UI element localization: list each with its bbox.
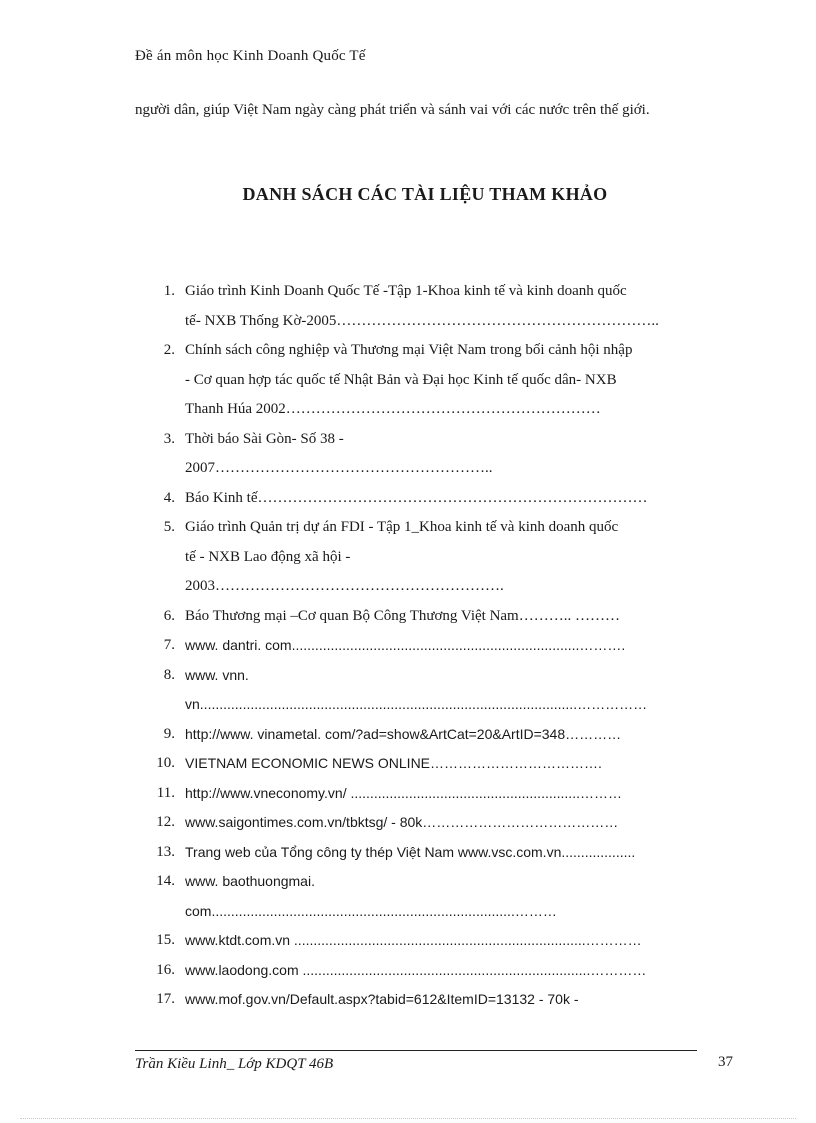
- reference-item: [135, 867, 725, 926]
- reference-item: [135, 277, 725, 336]
- reference-number: 13.: [156, 843, 175, 860]
- reference-item: [135, 484, 725, 514]
- reference-number: 5.: [163, 519, 175, 535]
- reference-line: Thanh Húa 2002………………………………………………………: [185, 401, 601, 417]
- reference-item: [135, 631, 725, 661]
- reference-item: [135, 956, 725, 986]
- reference-item: [135, 926, 725, 956]
- reference-line: VIETNAM ECONOMIC NEWS ONLINE……………………………….: [185, 755, 602, 771]
- reference-line: Giáo trình Kinh Doanh Quốc Tế -Tập 1-Khoa kinh tế và kinh doanh quốc: [185, 283, 627, 299]
- reference-list: [135, 277, 725, 1015]
- reference-line: - Cơ quan hợp tác quốc tế Nhật Bản và Đại học Kinh tế quốc dân- NXB: [185, 371, 617, 388]
- page-header: Đề án môn học Kinh Doanh Quốc Tế: [135, 48, 366, 64]
- reference-line: http://www. vinametal. com/?ad=show&ArtCat=20&ArtID=348…………: [185, 725, 622, 742]
- reference-line: com..............................................................................………: [185, 902, 557, 919]
- reference-line: tế - NXB Lao động xã hội -: [185, 548, 351, 565]
- reference-number: 14.: [156, 873, 175, 889]
- reference-line: www. dantri. com..........................................................................……….: [185, 637, 626, 653]
- reference-item: [135, 985, 725, 1015]
- reference-item: [135, 513, 725, 602]
- page-bottom-border: [20, 1118, 796, 1119]
- reference-item: [135, 720, 725, 750]
- reference-line: Báo Thương mại –Cơ quan Bộ Công Thương Việt Nam……….. ………: [185, 607, 620, 624]
- reference-line: tế- NXB Thống Kờ-2005………………………………………………………..: [185, 312, 659, 329]
- reference-line: www.laodong.com ..........................................................................…………: [185, 961, 647, 978]
- reference-line: Thời báo Sài Gòn- Số 38 -: [185, 430, 344, 447]
- reference-item: [135, 425, 725, 484]
- reference-line: Trang web của Tổng công ty thép Việt Nam www.vsc.com.vn...................: [185, 843, 636, 860]
- reference-line: Báo Kinh tế……………………………………………………………………: [185, 489, 648, 506]
- reference-number: 6.: [163, 607, 175, 624]
- reference-line: Chính sách công nghiệp và Thương mại Việt Nam trong bối cảnh hội nhập: [185, 342, 633, 358]
- reference-line: www. baothuongmai.: [185, 873, 315, 889]
- reference-line: www.ktdt.com.vn ...........................................................................…………: [185, 932, 642, 948]
- section-title: DANH SÁCH CÁC TÀI LIỆU THAM KHẢO: [242, 184, 608, 204]
- reference-number: 7.: [163, 637, 175, 653]
- reference-item: [135, 808, 725, 838]
- page-number: 37: [718, 1054, 733, 1070]
- reference-number: 1.: [163, 283, 175, 299]
- reference-line: 2007………………………………………………..: [185, 460, 493, 476]
- reference-number: 12.: [156, 814, 175, 830]
- reference-item: [135, 779, 725, 809]
- reference-item: [135, 661, 725, 720]
- reference-number: 15.: [156, 932, 175, 948]
- reference-line: 2003………………………………………………….: [185, 578, 504, 594]
- reference-line: www.saigontimes.com.vn/tbktsg/ - 80k……………………………………: [185, 814, 619, 830]
- reference-item: [135, 838, 725, 868]
- reference-number: 2.: [163, 342, 175, 358]
- reference-item: [135, 336, 725, 425]
- reference-number: 10.: [156, 755, 175, 771]
- reference-item: [135, 602, 725, 632]
- reference-line: www.mof.gov.vn/Default.aspx?tabid=612&ItemID=13132 - 70k -: [185, 991, 579, 1007]
- reference-number: 8.: [163, 666, 175, 683]
- reference-number: 3.: [163, 430, 175, 447]
- reference-number: 9.: [163, 725, 175, 742]
- reference-line: vn.................................................................................................……………: [185, 696, 648, 712]
- reference-line: www. vnn.: [185, 666, 249, 683]
- footer-divider: [135, 1050, 697, 1051]
- reference-number: 16.: [156, 961, 175, 978]
- reference-line: http://www.vneconomy.vn/ ...........................................................………: [185, 784, 622, 801]
- footer-author: Trần Kiều Linh_ Lớp KDQT 46B: [135, 1056, 334, 1072]
- reference-item: [135, 749, 725, 779]
- reference-line: Giáo trình Quản trị dự án FDI - Tập 1_Khoa kinh tế và kinh doanh quốc: [185, 519, 619, 535]
- reference-number: 4.: [163, 489, 175, 506]
- reference-number: 11.: [156, 784, 175, 801]
- reference-number: 17.: [156, 991, 175, 1007]
- intro-paragraph: người dân, giúp Việt Nam ngày càng phát triển và sánh vai với các nước trên thế giới.: [135, 102, 650, 118]
